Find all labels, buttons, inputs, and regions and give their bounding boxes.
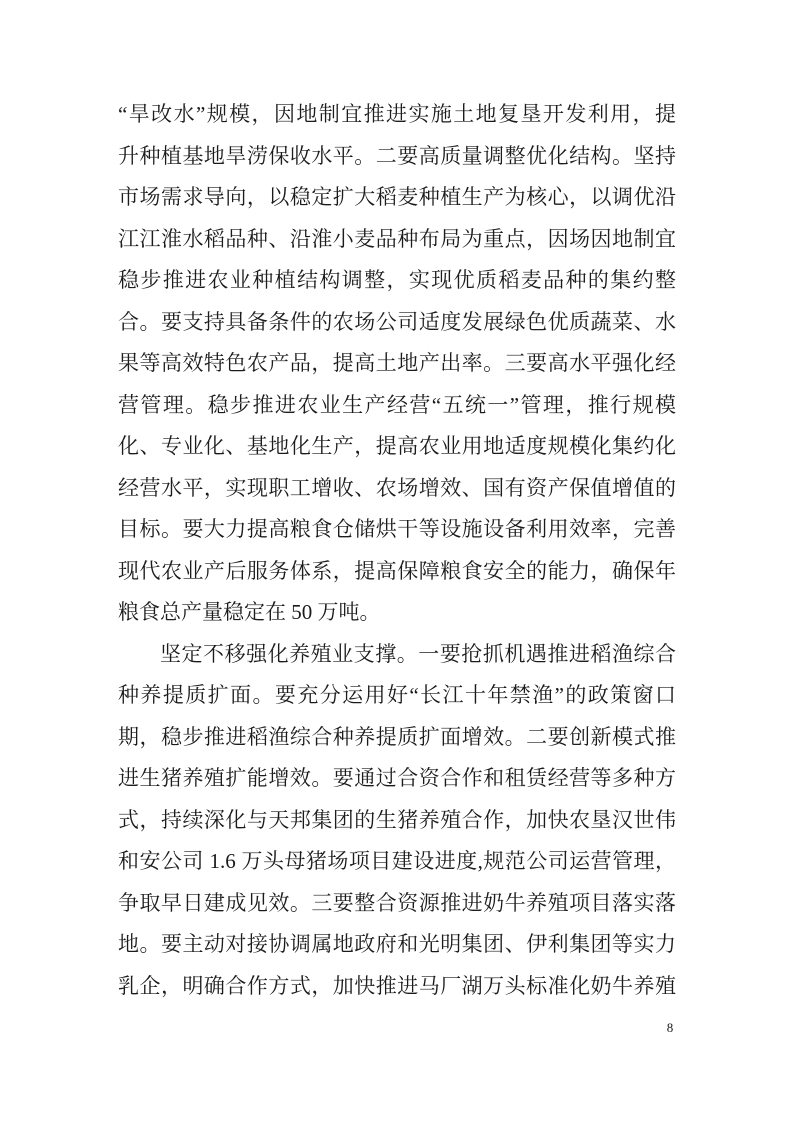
text-line: 化、专业化、基地化生产，提高农业用地适度规模化集约化 [118, 434, 676, 458]
text-line: 乳企，明确合作方式，加快推进马厂湖万头标准化奶牛养殖 [118, 973, 676, 998]
text-line: “旱改水”规模，因地制宜推进实施土地复垦开发利用，提 [118, 102, 676, 126]
text-line: 经营水平，实现职工增收、农场增效、国有资产保值增值的 [118, 475, 676, 500]
paragraph-1 [118, 94, 676, 634]
text-line: 营管理。稳步推进农业生产经营“五统一”管理，推行规模 [118, 392, 676, 417]
text-line: 合。要支持具备条件的农场公司适度发展绿色优质蔬菜、水 [118, 309, 676, 334]
text-line: 现代农业产后服务体系，提高保障粮食安全的能力，确保年 [118, 558, 676, 583]
text-line: 种养提质扩面。要充分运用好“长江十年禁渔”的政策窗口 [118, 683, 676, 707]
text-line: 粮食总产量稳定在 50 万吨。 [118, 600, 381, 624]
paragraph-2 [118, 634, 676, 1008]
text-line: 进生猪养殖扩能增效。要通过合资合作和租赁经营等多种方 [118, 766, 676, 790]
text-line: 市场需求导向，以稳定扩大稻麦种植生产为核心，以调优沿 [118, 185, 676, 209]
text-line: 果等高效特色农产品，提高土地产出率。三要高水平强化经 [118, 351, 676, 375]
text-line: 期，稳步推进稻渔综合种养提质扩面增效。二要创新模式推 [118, 724, 676, 749]
text-line: 坚定不移强化养殖业支撑。一要抢抓机遇推进稻渔综合 [160, 641, 676, 666]
text-line: 争取早日建成见效。三要整合资源推进奶牛养殖项目落实落 [118, 890, 676, 915]
text-line: 江江淮水稻品种、沿淮小麦品种布局为重点，因场因地制宜 [118, 226, 676, 251]
text-line: 式，持续深化与天邦集团的生猪养殖合作，加快农垦汉世伟 [118, 807, 676, 832]
text-line: 稳步推进农业种植结构调整，实现优质稻麦品种的集约整 [118, 268, 676, 292]
page-number: 8 [666, 1020, 674, 1035]
text-block [118, 94, 676, 1007]
text-line: 升种植基地旱涝保收水平。二要高质量调整优化结构。坚持 [118, 143, 676, 168]
text-line: 和安公司 1.6 万头母猪场项目建设进度,规范公司运营管理， [118, 849, 676, 873]
text-line: 地。要主动对接协调属地政府和光明集团、伊利集团等实力 [118, 932, 676, 956]
text-line: 目标。要大力提高粮食仓储烘干等设施设备利用效率，完善 [118, 517, 676, 541]
